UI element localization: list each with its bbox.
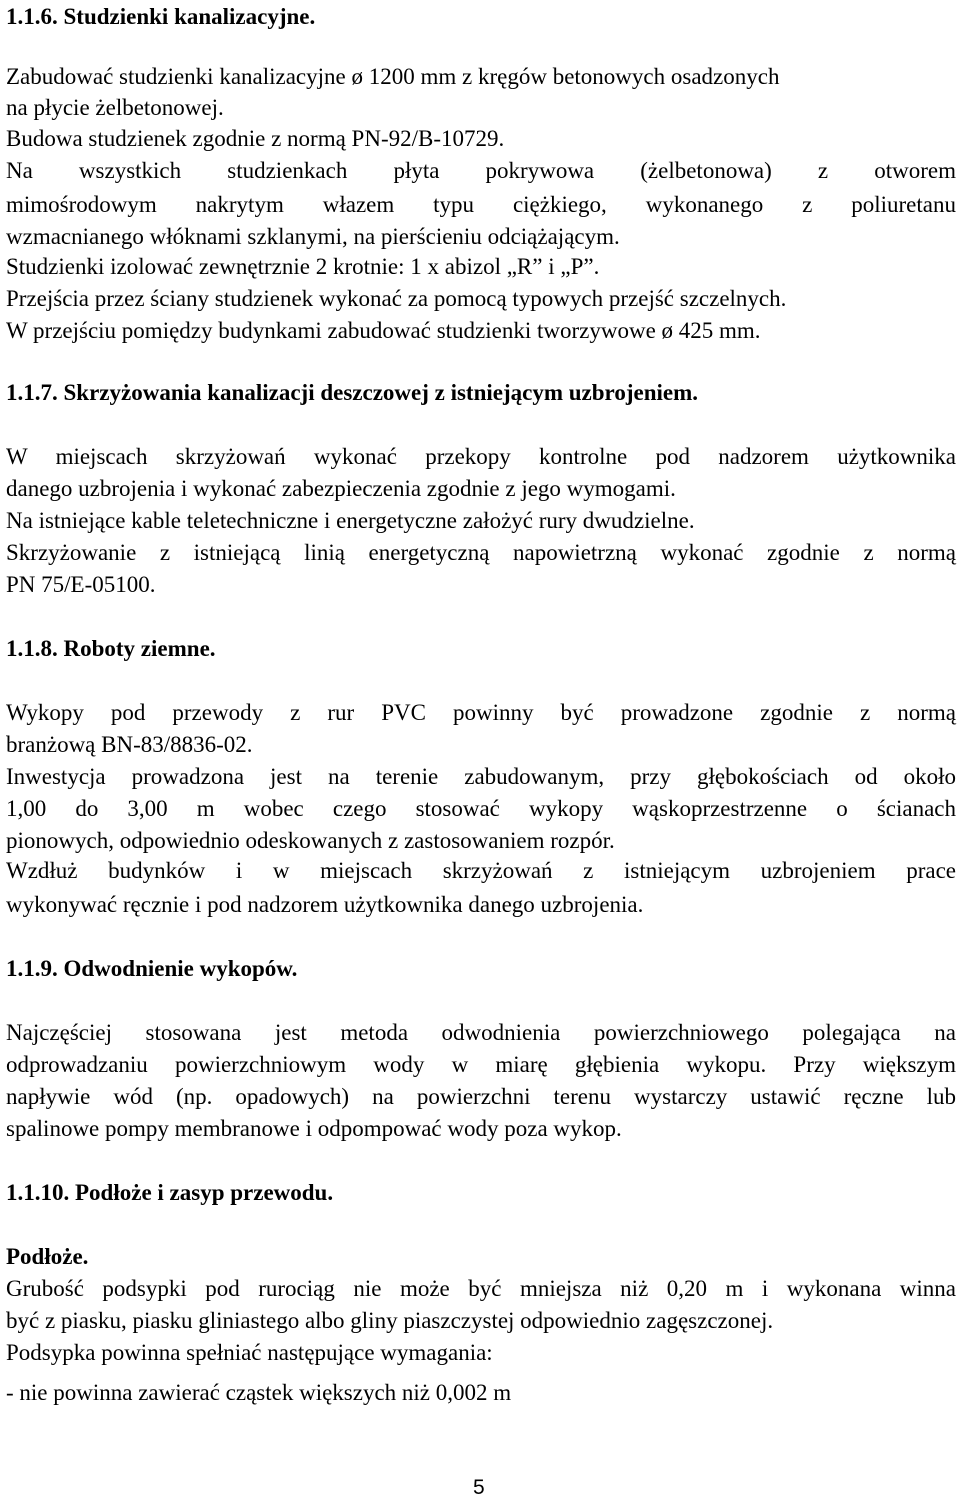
text-line: Podsypka powinna spełniać następujące wymagania: bbox=[6, 1340, 493, 1365]
text-line: 1,00 do 3,00 m wobec czego stosować wykopy wąskoprzestrzenne o ścianach bbox=[6, 796, 956, 821]
text-line: pionowych, odpowiednio odeskowanych z zastosowaniem rozpór. bbox=[6, 828, 615, 853]
text-line: wzmacnianego włóknami szklanymi, na pierścieniu odciążającym. bbox=[6, 224, 620, 249]
text-line: Najczęściej stosowana jest metoda odwodnienia powierzchniowego polegająca na bbox=[6, 1020, 956, 1045]
subsection-heading: Podłoże. bbox=[6, 1244, 89, 1269]
list-item: - nie powinna zawierać cząstek większych niż 0,002 m bbox=[6, 1380, 512, 1405]
text-line: Skrzyżowanie z istniejącą linią energetyczną napowietrzną wykonać zgodnie z normą bbox=[6, 540, 956, 565]
section-heading: 1.1.7. Skrzyżowania kanalizacji deszczowej z istniejącym uzbrojeniem. bbox=[6, 380, 699, 405]
text-line: na płycie żelbetonowej. bbox=[6, 95, 224, 120]
section-heading: 1.1.8. Roboty ziemne. bbox=[6, 636, 216, 661]
text-line: danego uzbrojenia i wykonać zabezpieczenia zgodnie z jego wymogami. bbox=[6, 476, 676, 501]
text-line: być z piasku, piasku gliniastego albo gliny piaszczystej odpowiednio zagęszczonej. bbox=[6, 1308, 774, 1333]
text-line: Przejścia przez ściany studzienek wykonać za pomocą typowych przejść szczelnych. bbox=[6, 286, 787, 311]
text-line: odprowadzaniu powierzchniowym wody w miarę głębienia wykopu. Przy większym bbox=[6, 1052, 956, 1077]
section-heading: 1.1.9. Odwodnienie wykopów. bbox=[6, 956, 298, 981]
text-line: spalinowe pompy membranowe i odpompować wody poza wykop. bbox=[6, 1116, 622, 1141]
text-line: Na wszystkich studzienkach płyta pokrywowa (żelbetonowa) z otworem bbox=[6, 158, 956, 183]
text-line: W miejscach skrzyżowań wykonać przekopy kontrolne pod nadzorem użytkownika bbox=[6, 444, 956, 469]
text-line: Zabudować studzienki kanalizacyjne ø 1200 mm z kręgów betonowych osadzonych bbox=[6, 64, 780, 89]
text-line: mimośrodowym nakrytym włazem typu ciężkiego, wykonanego z poliuretanu bbox=[6, 192, 956, 217]
text-line: PN 75/E-05100. bbox=[6, 572, 156, 597]
text-line: Budowa studzienek zgodnie z normą PN-92/B-10729. bbox=[6, 126, 505, 151]
section-heading: 1.1.6. Studzienki kanalizacyjne. bbox=[6, 4, 316, 29]
text-line: branżową BN-83/8836-02. bbox=[6, 732, 253, 757]
text-line: napływie wód (np. opadowych) na powierzchni terenu wystarczy ustawić ręczne lub bbox=[6, 1084, 956, 1109]
text-line: Wykopy pod przewody z rur PVC powinny być prowadzone zgodnie z normą bbox=[6, 700, 956, 725]
text-line: Inwestycja prowadzona jest na terenie zabudowanym, przy głębokościach od około bbox=[6, 764, 956, 789]
text-line: Na istniejące kable teletechniczne i energetyczne założyć rury dwudzielne. bbox=[6, 508, 695, 533]
text-line: W przejściu pomiędzy budynkami zabudować studzienki tworzywowe ø 425 mm. bbox=[6, 318, 761, 343]
text-line: Grubość podsypki pod rurociąg nie może być mniejsza niż 0,20 m i wykonana winna bbox=[6, 1276, 956, 1301]
section-heading: 1.1.10. Podłoże i zasyp przewodu. bbox=[6, 1180, 334, 1205]
page-number: 5 bbox=[473, 1476, 485, 1499]
text-line: wykonywać ręcznie i pod nadzorem użytkownika danego uzbrojenia. bbox=[6, 892, 644, 917]
text-line: Wzdłuż budynków i w miejscach skrzyżowań z istniejącym uzbrojeniem prace bbox=[6, 858, 956, 883]
text-line: Studzienki izolować zewnętrznie 2 krotnie: 1 x abizol „R” i „P”. bbox=[6, 254, 600, 279]
